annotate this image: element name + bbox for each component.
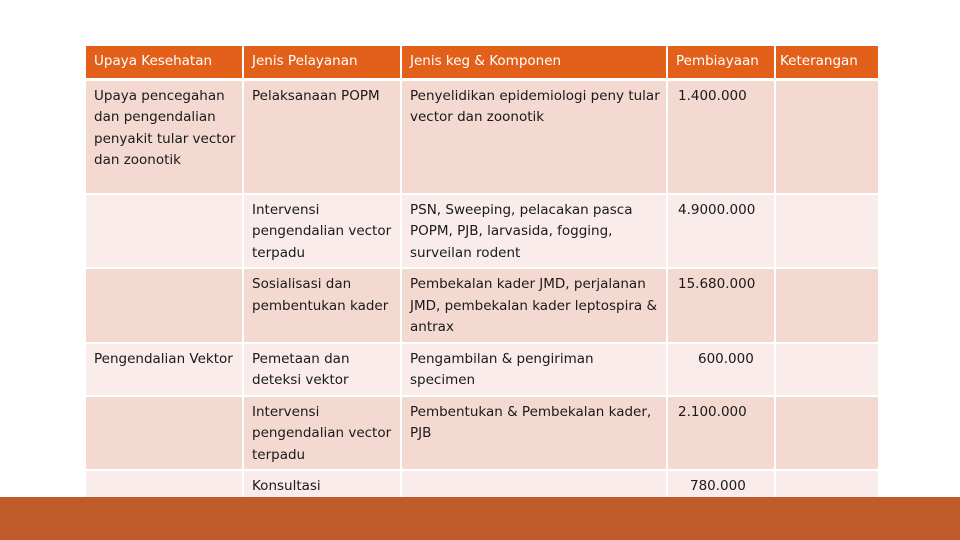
cell-biaya: 780.000 [668,471,776,503]
table-header-row [86,46,878,81]
cell-biaya: 15.680.000 [668,269,776,344]
cell-keterangan [776,269,878,344]
table-row [86,269,878,344]
budget-table [86,46,878,503]
cell-biaya: 1.400.000 [668,81,776,195]
header-jenis-pelayanan: Jenis Pelayanan [244,46,402,81]
cell-biaya: 600.000 [668,344,776,397]
header-upaya-kesehatan: Upaya Kesehatan [86,46,244,81]
cell-keterangan [776,81,878,195]
cell-jenis: Konsultasi [244,471,402,503]
table-row [86,81,878,195]
cell-komponen: Pembekalan kader JMD, perjalanan JMD, pembekalan kader leptospira & antrax [402,269,668,344]
cell-jenis: Intervensi pengendalian vector terpadu [244,397,402,472]
header-jenis-keg-komponen: Jenis keg & Komponen [402,46,668,81]
cell-jenis: Intervensi pengendalian vector terpadu [244,195,402,270]
cell-komponen: Pengambilan & pengiriman specimen [402,344,668,397]
cell-komponen: Pembentukan & Pembekalan kader, PJB [402,397,668,472]
budget-table-container [86,46,878,503]
cell-upaya [86,397,244,472]
cell-biaya: 2.100.000 [668,397,776,472]
header-keterangan: Keterangan [776,46,878,81]
cell-komponen: Penyelidikan epidemiologi peny tular vector dan zoonotik [402,81,668,195]
header-pembiayaan: Pembiayaan [668,46,776,81]
bottom-accent-bar [0,497,960,540]
cell-jenis: Sosialisasi dan pembentukan kader [244,269,402,344]
cell-upaya: Pengendalian Vektor [86,344,244,397]
cell-jenis: Pelaksanaan POPM [244,81,402,195]
table-row [86,344,878,397]
cell-keterangan [776,344,878,397]
cell-upaya [86,195,244,270]
cell-keterangan [776,397,878,472]
cell-upaya [86,269,244,344]
table-row [86,195,878,270]
table-row [86,397,878,472]
cell-keterangan [776,195,878,270]
cell-upaya: Upaya pencegahan dan pengendalian penyakit tular vector dan zoonotik [86,81,244,195]
cell-jenis: Pemetaan dan deteksi vektor [244,344,402,397]
cell-biaya: 4.9000.000 [668,195,776,270]
cell-komponen: PSN, Sweeping, pelacakan pasca POPM, PJB, larvasida, fogging, surveilan rodent [402,195,668,270]
